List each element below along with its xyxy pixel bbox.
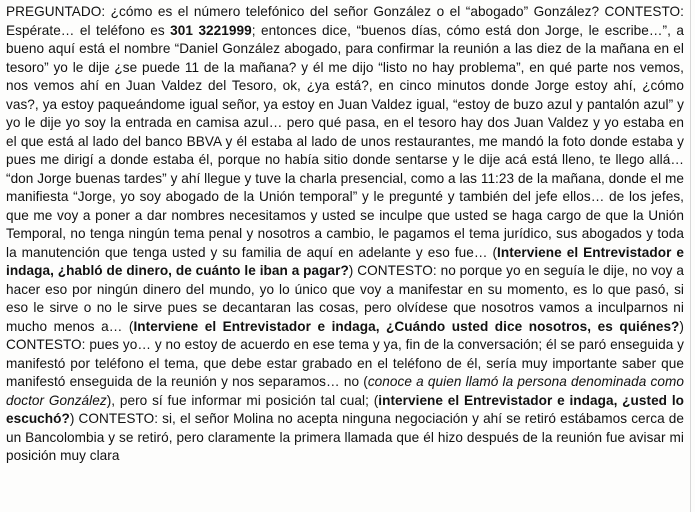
transcript-text: ; entonces dice, “buenos días, cómo está don Jorge, le escribe…”, a bueno aquí está el nombre “Daniel González abogado, para confirmar la reunión a las diez de la mañana en el tesoro” yo le dije ¿se puede 11 de la mañana? y él me dijo “listo no hay problema”, en qué parte nos vemos, nos vemos ahí en Juan Valdez del Tesoro, ok, ¿ya está?, en cinco minutos donde Jorge estoy ahí, ¿cómo vas?, ya estoy paqueándome igual señor, ya estoy en Juan Valdez igual, “estoy de buzo azul y pantalón azul” y yo le dije yo soy la entrada en camisa azul… pero qué pasa, en el tesoro hay dos Juan Valdez y yo estaba en el que está al lado del banco BBVA y él estaba al lado de unos restaurantes, me mandó la foto donde estaba y pues me dirigí a donde estaba él, porque no había sitio donde sentarse y le dije acá está lleno, te llego allá… “don Jorge buenas tardes” y ahí llegue y tuve la charla presencial, como a las 11:23 de la mañana, donde el me manifiesta “Jorge, yo soy abogado de la Unión temporal” y le pregunté y también del jefe ellos… de los jefes, que me voy a poner a dar nombres necesitamos y usted se inculpe que usted se haga cargo de que la Unión Temporal, no tenga ningún tema penal y nosotros a cambio, le pagamos el tema jurídico, sus abogados y toda la manutención que tenga usted y su familia de aquí en adelante y eso fue… ( — [6, 22, 684, 260]
transcript-text: ), pero sí fue informar mi posición tal cual; ( — [106, 392, 379, 408]
phone-number: 301 3221999 — [170, 22, 252, 38]
interviewer-question: Interviene el Entrevistador e indaga, ¿habló de dinero, de cuánto le iban a pagar? — [6, 244, 684, 278]
transcript-text: ) CONTESTO: pues yo… y no estoy de acuerdo en ese tema y ya, fin de la conversación; él se paró enseguida y manifestó por teléfono el tema, que debe estar grabado en el teléfono de él, sería muy importante saber que manifestó enseguida de la reunión y nos separamos… no ( — [6, 318, 684, 389]
transcript-text: PREGUNTADO: ¿cómo es el número telefónico del señor González o el “abogado” González? CONTESTO: Espérate… el teléfono es — [6, 4, 684, 38]
interview-transcript-paragraph — [6, 3, 684, 466]
transcript-text: ) CONTESTO: si, el señor Molina no acepta ninguna negociación y ahí se retiró estábamos cerca de un Bancolombia y se retiró, pero claramente la primera llamada que él hizo después de la reunión fue avisar mi posición muy clara — [6, 411, 684, 463]
interviewer-question: interviene el Entrevistador e indaga, ¿usted lo escuchó? — [6, 392, 684, 426]
page-edge-line — [690, 0, 691, 512]
italic-clarification: conoce a quien llamó la persona denominada como doctor González — [6, 374, 684, 408]
transcript-text: ) CONTESTO: no porque yo en seguía le dije, no voy a hacer eso por ningún dinero del mundo, yo lo único que voy a manifestar en su momento, es lo que pasó, si eso le sirve o no le sirve pues se decantaran las cosas, pero olvídese que nosotros vamos a inculparnos ni mucho menos a… ( — [6, 263, 684, 334]
interviewer-question: Interviene el Entrevistador e indaga, ¿Cuándo usted dice nosotros, es quiénes? — [133, 318, 680, 334]
